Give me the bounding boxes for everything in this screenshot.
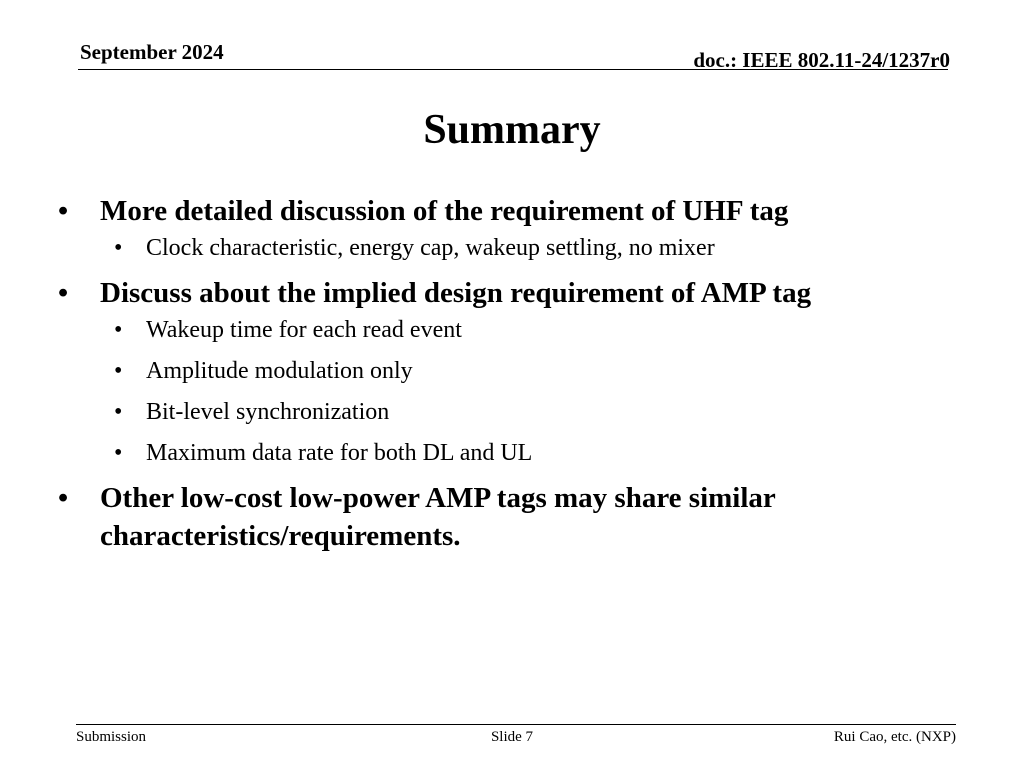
- header-doc-id: doc.: IEEE 802.11-24/1237r0: [693, 48, 950, 72]
- footer-author: Rui Cao, etc. (NXP): [833, 729, 956, 745]
- sub-bullet-item: [58, 438, 958, 468]
- sub-bullet-icon: •: [114, 440, 123, 466]
- sub-bullet-icon: •: [114, 399, 123, 425]
- sub-bullet-item: [58, 356, 958, 386]
- bullet-icon: •: [58, 195, 69, 227]
- sub-bullet-text: Wakeup time for each read event: [146, 317, 462, 343]
- header-date: September 2024: [80, 40, 224, 64]
- sub-bullet-icon: •: [114, 317, 123, 343]
- footer-slide-number: Slide 7: [490, 729, 534, 745]
- header-divider: [78, 69, 948, 70]
- bullet-item: [58, 192, 958, 230]
- sub-bullet-list: [58, 233, 958, 263]
- sub-bullet-text: Clock characteristic, energy cap, wakeup settling, no mixer: [146, 235, 715, 261]
- sub-bullet-icon: •: [114, 358, 123, 384]
- bullet-text: Discuss about the implied design requirement of AMP tag: [100, 277, 812, 309]
- bullet-icon: •: [58, 277, 69, 309]
- bullet-icon: •: [58, 482, 69, 514]
- sub-bullet-list: [58, 315, 958, 468]
- sub-bullet-icon: •: [114, 235, 123, 261]
- sub-bullet-text: Amplitude modulation only: [146, 358, 413, 384]
- slide-title: Summary: [423, 107, 601, 153]
- bullet-text: Other low-cost low-power AMP tags may share similar characteristics/requirements.: [100, 482, 776, 552]
- sub-bullet-item: [58, 233, 958, 263]
- sub-bullet-item: [58, 397, 958, 427]
- sub-bullet-text: Maximum data rate for both DL and UL: [146, 440, 533, 466]
- sub-bullet-text: Bit-level synchronization: [146, 399, 390, 425]
- slide-content: [58, 192, 958, 558]
- sub-bullet-item: [58, 315, 958, 345]
- bullet-text: More detailed discussion of the requirement of UHF tag: [100, 195, 789, 227]
- footer-divider: [76, 724, 956, 725]
- bullet-item: [58, 479, 958, 555]
- footer-submission: Submission: [76, 729, 147, 745]
- bullet-item: [58, 274, 958, 312]
